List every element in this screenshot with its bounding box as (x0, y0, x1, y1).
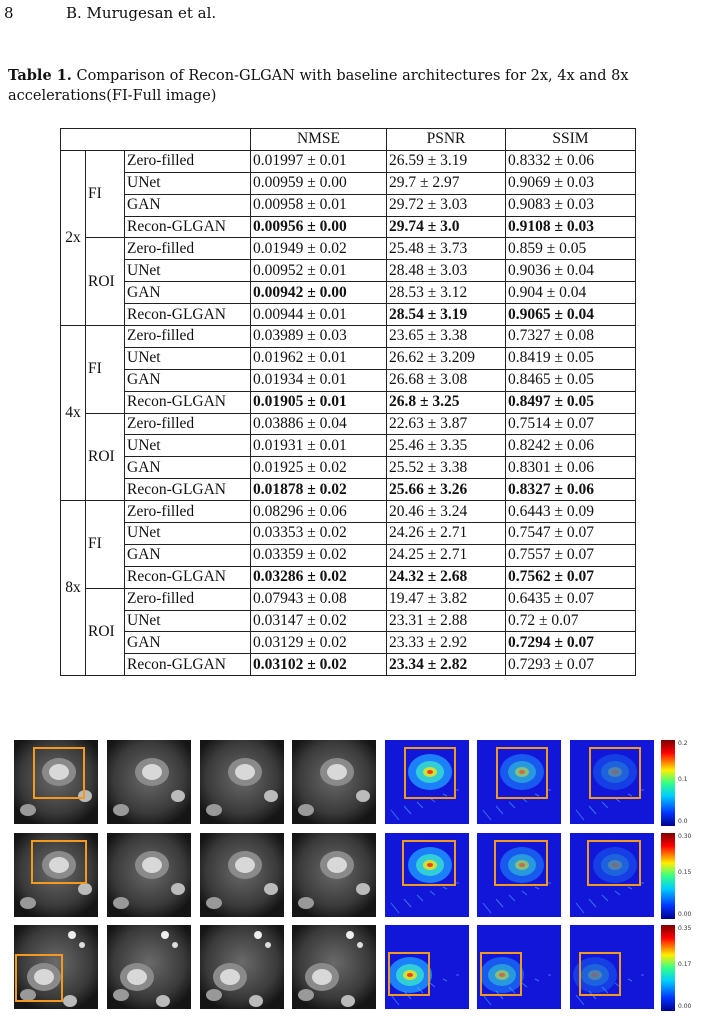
psnr-cell: 23.65 ± 3.38 (387, 326, 506, 348)
error-map-image (477, 740, 561, 824)
mri-slice-image (200, 833, 284, 917)
psnr-cell: 24.26 ± 2.71 (387, 523, 506, 545)
colorbar-tick-label: 0.1 (678, 776, 688, 783)
colorbar (661, 740, 675, 826)
method-cell: GAN (125, 544, 251, 566)
ssim-cell: 0.9036 ± 0.04 (506, 260, 636, 282)
ssim-cell: 0.8332 ± 0.06 (506, 150, 636, 172)
table-row (61, 566, 636, 588)
psnr-cell: 24.32 ± 2.68 (387, 566, 506, 588)
nmse-cell: 0.03886 ± 0.04 (251, 413, 387, 435)
mri-slice-image (107, 925, 191, 1009)
ssim-cell: 0.8327 ± 0.06 (506, 479, 636, 501)
method-cell: Recon-GLGAN (125, 479, 251, 501)
caption-label: Table 1. (8, 67, 72, 84)
method-cell: Recon-GLGAN (125, 566, 251, 588)
method-cell: Zero-filled (125, 501, 251, 523)
table-row (61, 172, 636, 194)
nmse-cell: 0.00956 ± 0.00 (251, 216, 387, 238)
region-cell: FI (86, 150, 125, 238)
table-row (61, 632, 636, 654)
nmse-cell: 0.01905 ± 0.01 (251, 391, 387, 413)
psnr-cell: 28.53 ± 3.12 (387, 282, 506, 304)
nmse-cell: 0.01949 ± 0.02 (251, 238, 387, 260)
caption-text: Comparison of Recon-GLGAN with baseline architectures for 2x, 4x and 8x accelerations(FI-Full image) (8, 68, 629, 104)
method-cell: GAN (125, 194, 251, 216)
table-row (61, 194, 636, 216)
nmse-cell: 0.08296 ± 0.06 (251, 501, 387, 523)
nmse-cell: 0.01962 ± 0.01 (251, 347, 387, 369)
ssim-cell: 0.7293 ± 0.07 (506, 654, 636, 676)
method-cell: UNet (125, 260, 251, 282)
psnr-cell: 19.47 ± 3.82 (387, 588, 506, 610)
method-cell: Zero-filled (125, 588, 251, 610)
nmse-cell: 0.01925 ± 0.02 (251, 457, 387, 479)
ssim-cell: 0.7562 ± 0.07 (506, 566, 636, 588)
table-row (61, 654, 636, 676)
error-map-image (385, 925, 469, 1009)
nmse-cell: 0.01997 ± 0.01 (251, 150, 387, 172)
psnr-cell: 25.48 ± 3.73 (387, 238, 506, 260)
mri-slice-image (200, 925, 284, 1009)
table-row (61, 326, 636, 348)
mri-slice-image (292, 833, 376, 917)
method-cell: Recon-GLGAN (125, 654, 251, 676)
table-row (61, 523, 636, 545)
table-row (61, 391, 636, 413)
mri-slice-image (14, 925, 98, 1009)
error-map-image (385, 740, 469, 824)
table-row (61, 610, 636, 632)
method-cell: GAN (125, 282, 251, 304)
table-row (61, 150, 636, 172)
ssim-cell: 0.7514 ± 0.07 (506, 413, 636, 435)
running-authors: B. Murugesan et al. (66, 4, 217, 22)
method-cell: UNet (125, 610, 251, 632)
error-map-image (570, 925, 654, 1009)
ssim-cell: 0.6443 ± 0.09 (506, 501, 636, 523)
ssim-cell: 0.7547 ± 0.07 (506, 523, 636, 545)
method-cell: UNet (125, 347, 251, 369)
nmse-cell: 0.00952 ± 0.01 (251, 260, 387, 282)
error-map-image (385, 833, 469, 917)
table-row (61, 544, 636, 566)
ssim-cell: 0.8242 ± 0.06 (506, 435, 636, 457)
mri-slice-image (200, 740, 284, 824)
method-cell: UNet (125, 172, 251, 194)
nmse-cell: 0.03359 ± 0.02 (251, 544, 387, 566)
mri-slice-image (292, 925, 376, 1009)
colorbar-tick-label: 0.17 (678, 961, 692, 968)
psnr-cell: 23.33 ± 2.92 (387, 632, 506, 654)
nmse-cell: 0.00944 ± 0.01 (251, 304, 387, 326)
ssim-cell: 0.9065 ± 0.04 (506, 304, 636, 326)
acceleration-cell: 4x (61, 326, 86, 501)
nmse-cell: 0.03353 ± 0.02 (251, 523, 387, 545)
table-row (61, 501, 636, 523)
page-number: 8 (4, 4, 14, 22)
psnr-cell: 26.68 ± 3.08 (387, 369, 506, 391)
ssim-cell: 0.859 ± 0.05 (506, 238, 636, 260)
method-cell: GAN (125, 369, 251, 391)
table-row (61, 369, 636, 391)
colorbar-tick-label: 0.35 (678, 925, 692, 932)
ssim-cell: 0.7294 ± 0.07 (506, 632, 636, 654)
table-row (61, 282, 636, 304)
psnr-cell: 28.54 ± 3.19 (387, 304, 506, 326)
ssim-cell: 0.8301 ± 0.06 (506, 457, 636, 479)
colorbar-tick-label: 0.30 (678, 833, 692, 840)
nmse-cell: 0.01931 ± 0.01 (251, 435, 387, 457)
acceleration-cell: 8x (61, 501, 86, 676)
psnr-cell: 23.31 ± 2.88 (387, 610, 506, 632)
table-row (61, 457, 636, 479)
nmse-cell: 0.03286 ± 0.02 (251, 566, 387, 588)
error-map-image (570, 833, 654, 917)
ssim-cell: 0.904 ± 0.04 (506, 282, 636, 304)
table-row (61, 588, 636, 610)
ssim-cell: 0.8419 ± 0.05 (506, 347, 636, 369)
page-header (4, 4, 216, 22)
psnr-cell: 20.46 ± 3.24 (387, 501, 506, 523)
psnr-cell: 29.7 ± 2.97 (387, 172, 506, 194)
nmse-cell: 0.00959 ± 0.00 (251, 172, 387, 194)
mri-slice-image (14, 740, 98, 824)
psnr-cell: 23.34 ± 2.82 (387, 654, 506, 676)
nmse-cell: 0.01878 ± 0.02 (251, 479, 387, 501)
method-cell: Recon-GLGAN (125, 304, 251, 326)
psnr-cell: 22.63 ± 3.87 (387, 413, 506, 435)
nmse-cell: 0.07943 ± 0.08 (251, 588, 387, 610)
table-row (61, 435, 636, 457)
table-row (61, 304, 636, 326)
psnr-cell: 29.72 ± 3.03 (387, 194, 506, 216)
psnr-cell: 29.74 ± 3.0 (387, 216, 506, 238)
colorbar (661, 925, 675, 1011)
header-corner (61, 129, 251, 151)
region-cell: ROI (86, 413, 125, 501)
table-body (61, 150, 636, 675)
method-cell: Zero-filled (125, 413, 251, 435)
method-cell: Zero-filled (125, 150, 251, 172)
mri-slice-image (292, 740, 376, 824)
colorbar-tick-label: 0.00 (678, 1003, 692, 1010)
colorbar-tick-label: 0.0 (678, 818, 688, 825)
ssim-cell: 0.9108 ± 0.03 (506, 216, 636, 238)
ssim-cell: 0.9083 ± 0.03 (506, 194, 636, 216)
column-header-nmse: NMSE (251, 129, 387, 151)
psnr-cell: 28.48 ± 3.03 (387, 260, 506, 282)
method-cell: GAN (125, 457, 251, 479)
method-cell: UNet (125, 435, 251, 457)
psnr-cell: 25.66 ± 3.26 (387, 479, 506, 501)
region-cell: ROI (86, 238, 125, 326)
psnr-cell: 25.46 ± 3.35 (387, 435, 506, 457)
colorbar-tick-label: 0.00 (678, 911, 692, 918)
psnr-cell: 26.62 ± 3.209 (387, 347, 506, 369)
table-row (61, 413, 636, 435)
nmse-cell: 0.00942 ± 0.00 (251, 282, 387, 304)
mri-slice-image (107, 740, 191, 824)
mri-slice-image (14, 833, 98, 917)
region-cell: ROI (86, 588, 125, 676)
error-map-image (570, 740, 654, 824)
nmse-cell: 0.03989 ± 0.03 (251, 326, 387, 348)
ssim-cell: 0.7557 ± 0.07 (506, 544, 636, 566)
nmse-cell: 0.01934 ± 0.01 (251, 369, 387, 391)
ssim-cell: 0.6435 ± 0.07 (506, 588, 636, 610)
table-row (61, 347, 636, 369)
region-cell: FI (86, 501, 125, 589)
ssim-cell: 0.9069 ± 0.03 (506, 172, 636, 194)
psnr-cell: 26.8 ± 3.25 (387, 391, 506, 413)
nmse-cell: 0.03129 ± 0.02 (251, 632, 387, 654)
region-cell: FI (86, 326, 125, 414)
error-map-image (477, 833, 561, 917)
column-header-ssim: SSIM (506, 129, 636, 151)
table-caption (8, 66, 700, 106)
ssim-cell: 0.72 ± 0.07 (506, 610, 636, 632)
table-row (61, 216, 636, 238)
psnr-cell: 25.52 ± 3.38 (387, 457, 506, 479)
colorbar (661, 833, 675, 919)
colorbar-tick-label: 0.2 (678, 740, 688, 747)
qualitative-figure (14, 740, 694, 1016)
psnr-cell: 24.25 ± 2.71 (387, 544, 506, 566)
nmse-cell: 0.00958 ± 0.01 (251, 194, 387, 216)
table-row (61, 260, 636, 282)
table-header-row (61, 129, 636, 151)
column-header-psnr: PSNR (387, 129, 506, 151)
table-row (61, 238, 636, 260)
error-map-image (477, 925, 561, 1009)
method-cell: UNet (125, 523, 251, 545)
results-table (60, 128, 636, 676)
table-row (61, 479, 636, 501)
method-cell: Zero-filled (125, 238, 251, 260)
ssim-cell: 0.7327 ± 0.08 (506, 326, 636, 348)
colorbar-tick-label: 0.15 (678, 869, 692, 876)
method-cell: GAN (125, 632, 251, 654)
ssim-cell: 0.8465 ± 0.05 (506, 369, 636, 391)
method-cell: Recon-GLGAN (125, 391, 251, 413)
psnr-cell: 26.59 ± 3.19 (387, 150, 506, 172)
method-cell: Recon-GLGAN (125, 216, 251, 238)
nmse-cell: 0.03147 ± 0.02 (251, 610, 387, 632)
nmse-cell: 0.03102 ± 0.02 (251, 654, 387, 676)
acceleration-cell: 2x (61, 150, 86, 325)
ssim-cell: 0.8497 ± 0.05 (506, 391, 636, 413)
method-cell: Zero-filled (125, 326, 251, 348)
mri-slice-image (107, 833, 191, 917)
